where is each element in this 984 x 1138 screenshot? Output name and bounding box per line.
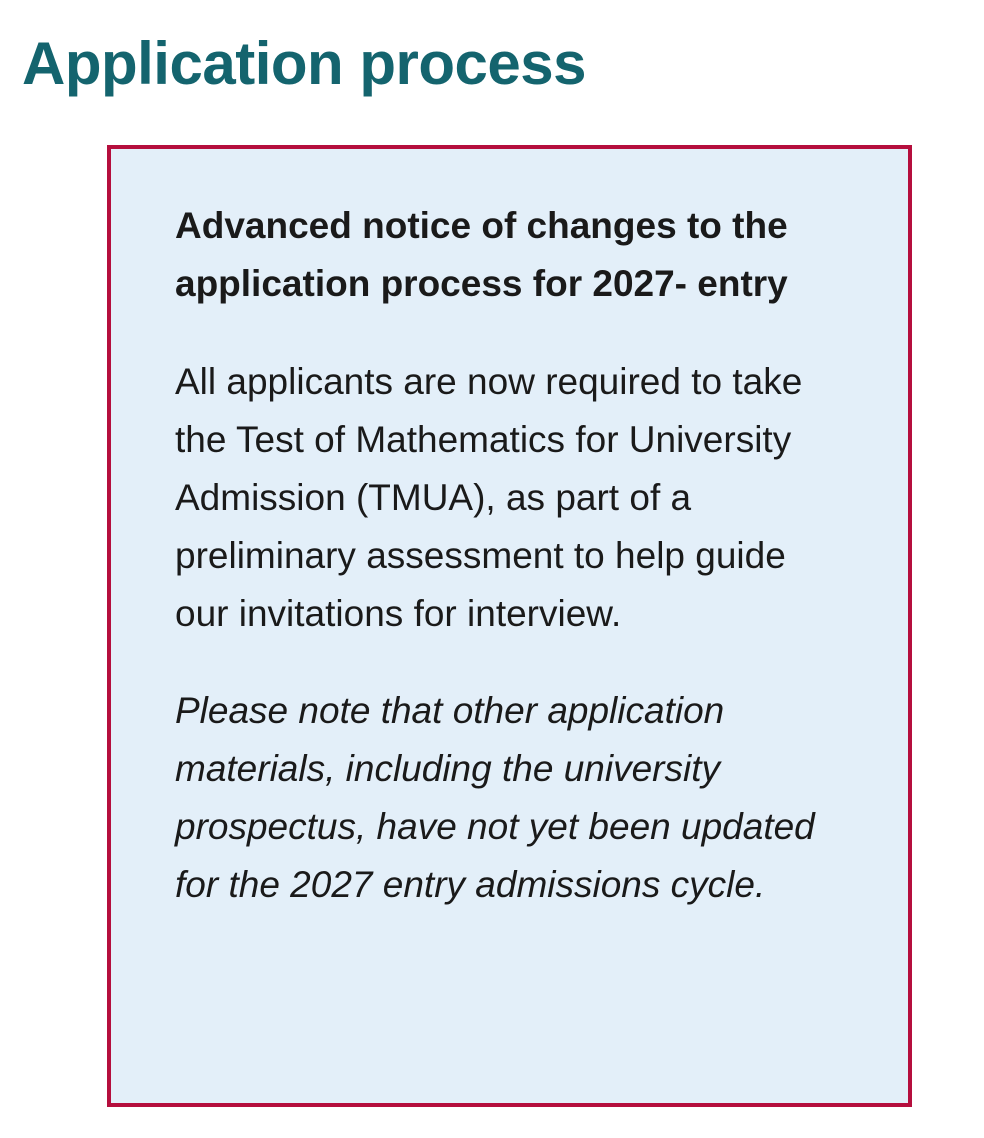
notice-heading: Advanced notice of changes to the application process for 2027- entry xyxy=(175,205,788,304)
notice-note: Please note that other application materials, including the university prospectus, have not yet been updated for the 2027 entry admissions cycle. xyxy=(175,690,815,905)
page-title: Application process xyxy=(22,30,586,97)
notice-box xyxy=(107,145,912,1107)
notice-body: All applicants are now required to take the Test of Mathematics for University Admission (TMUA), as part of a preliminary assessment to help guide our invitations for interview. xyxy=(175,361,803,634)
